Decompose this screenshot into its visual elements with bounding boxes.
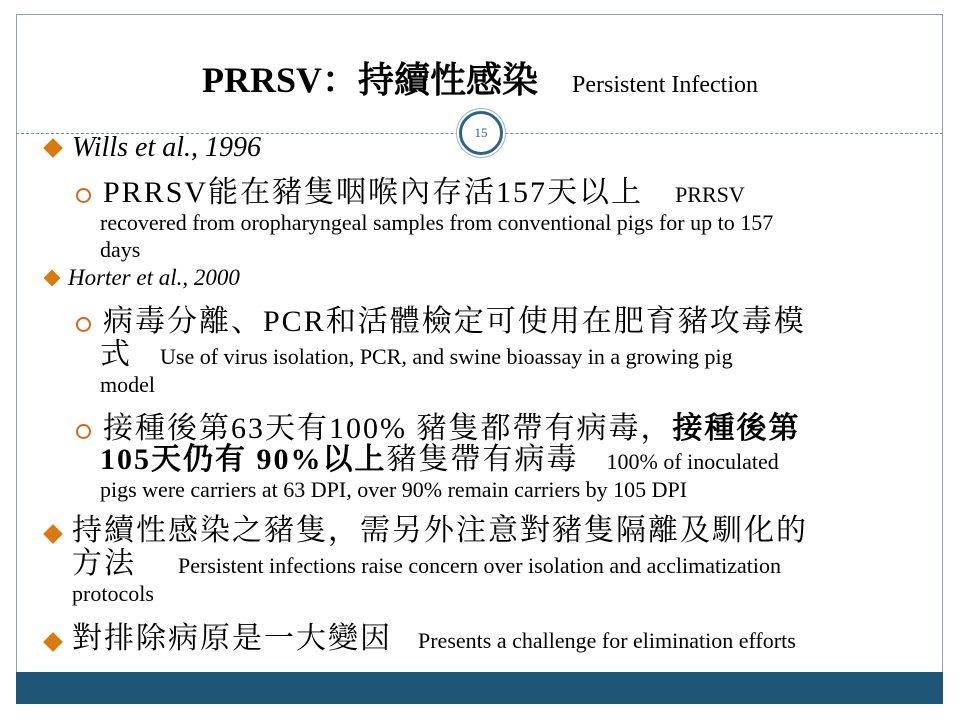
point-carriers: 接種後第63天有100% 豬隻都帶有病毒，接種後第 105天仍有 90%以上豬隻帶有病毒 100% of inoculated pigs were carriers at 63 DPI, over 90% remain carriers by 105 DPI [76, 412, 926, 503]
point-elimination: 對排除病原是一大變因 Presents a challenge for elimination efforts [46, 622, 936, 655]
citation-horter: Horter et al., 2000 [46, 265, 240, 291]
page-number-badge [459, 111, 503, 155]
citation-wills: Wills et al., 1996 [46, 132, 261, 164]
bottom-bar [16, 672, 943, 704]
ring-bullet-icon [76, 424, 91, 439]
point-diagnostics: 病毒分離、PCR和活體檢定可使用在肥育豬攻毒模 式 Use of virus isolation, PCR, and swine bioassay in a growing pig model [76, 305, 926, 398]
point-oropharyngeal: PRRSV能在豬隻咽喉內存活157天以上 PRRSV recovered from oropharyngeal samples from conventional pigs for up to 157 days [76, 176, 926, 263]
title-main: PRRSV：持續性感染 [202, 60, 539, 100]
slide-title [0, 52, 960, 103]
point-isolation: 持續性感染之豬隻，需另外注意對豬隻隔離及馴化的 方法 Persistent infections raise concern over isolation and acclimatization protocols [46, 514, 936, 607]
diamond-bullet-icon [44, 269, 61, 286]
diamond-bullet-icon [43, 524, 63, 544]
ring-bullet-icon [76, 188, 91, 203]
page-number: 15 [474, 125, 488, 140]
ring-bullet-icon [76, 317, 91, 332]
diamond-bullet-icon [43, 138, 63, 158]
title-english: Persistent Infection [572, 72, 758, 98]
diamond-bullet-icon [43, 632, 63, 652]
